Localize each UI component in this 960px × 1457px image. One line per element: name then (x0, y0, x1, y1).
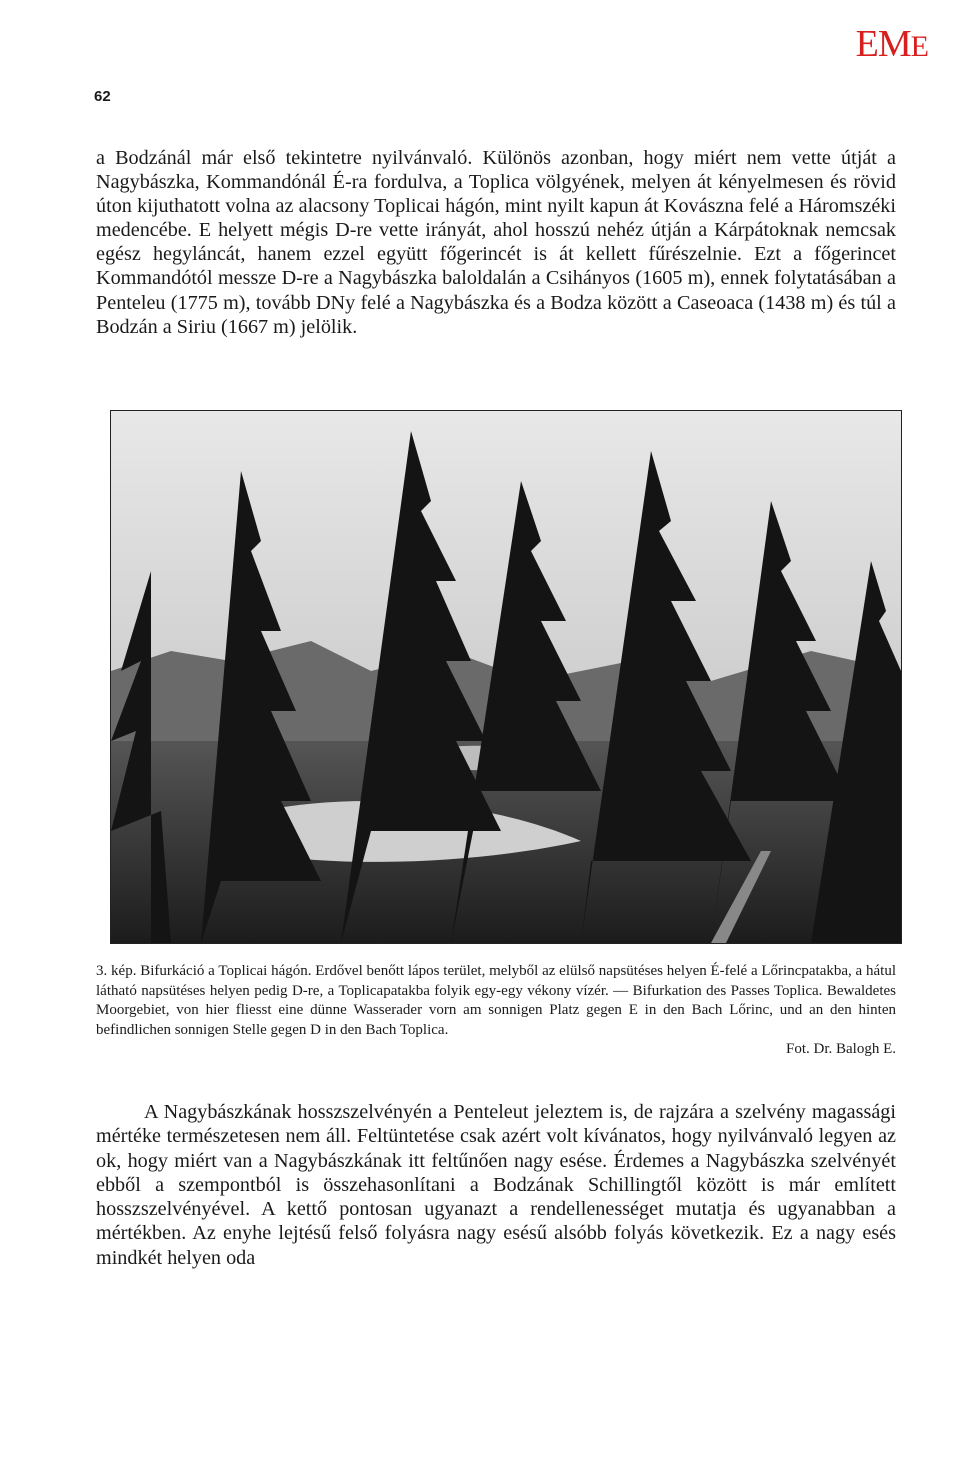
publisher-logo (856, 22, 928, 66)
body-paragraph-2-text: A Nagybászkának hosszszelvényén a Penteleut jeleztem is, de rajzára a szelvény magassági mértéke természetesen nem áll. Feltüntetése csak azért volt kívánatos, hogy nyilvánvaló legyen az ok, hogy miért van a Nagybászkának itt feltűnően nagy esése. Érdemes a Nagybászka szelvényét ebből a szempontból is összehasonlítani a Bodzának Schillingtől között is már említett hosszszelvényével. A kettő pontosan ugyanazt a rendellenességet mutatja és ugyanabban a mértékben. Az enyhe lejtésű felső folyásra nagy esésű alsóbb folyás következik. Ez a nagy esés mindkét helyen oda (96, 1101, 896, 1269)
body-paragraph-2 (96, 1100, 896, 1270)
figure-caption (96, 962, 896, 1060)
logo-letter-m: M (877, 23, 911, 65)
photo-credit: Fot. Dr. Balogh E. (785, 1041, 896, 1058)
forest-photo-illustration (111, 411, 901, 943)
forest-photograph (110, 410, 902, 944)
logo-letter-e: E (855, 23, 878, 65)
body-paragraph-1: a Bodzánál már első tekintetre nyilvánvaló. Különös azonban, hogy miért nem vette útját a Nagybászka, Kommandónál É-ra fordulva, a Toplica völgyének, melyen át kényelmesen és rövid úton kijuthatott volna az alacsony Toplicai hágón, mint nyilt kapun át Kovászna felé a Háromszéki medencébe. E helyett mégis D-re vette irányát, ahol hosszú nehéz útján a Kárpátoknak nemcsak egész hegyláncát, hanem ezzel együtt főgerincét is át kellett fűrészelnie. Ezt a főgerincet Kommandótól messze D-re a Nagybászka baloldalán a Csihányos (1605 m), ennek folytatásában a Penteleu (1775 m), tovább DNy felé a Nagybászka és a Bodza között a Caseoaca (1438 m) és túl a Bodzán a Siriu (1667 m) jelölik. (96, 147, 896, 338)
page-number: 62 (94, 88, 111, 105)
logo-letter-e2: E (910, 30, 928, 63)
caption-text: 3. kép. Bifurkáció a Toplicai hágón. Erdővel benőtt lápos terület, melyből az elülső napsütéses helyen É-felé a Lőrincpatakba, a hátul látható napsütéses helyen pedig D-re, a Toplicapatakba folyik egy-egy vékony vízér. — Bifurkation des Passes Toplica. Bewaldetes Moorgebiet, von hier fliesst eine dünne Wasserader vorn am sonnigen Platz gegen E in den Bach Lőrinc, und an den hinten befindlichen sonnigen Stelle gegen D in den Bach Toplica. (96, 963, 896, 1038)
